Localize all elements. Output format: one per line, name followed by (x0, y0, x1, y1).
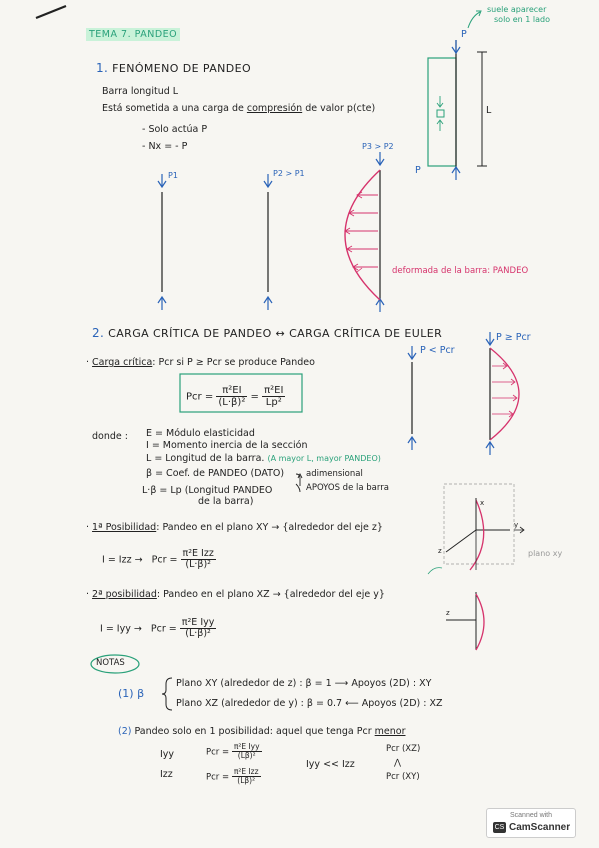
arrow-up-icon (376, 299, 384, 312)
label-length: L (486, 105, 492, 116)
def-i: I = Momento inercia de la sección (146, 440, 308, 451)
arrow-up-icon (452, 167, 460, 180)
buckled-shape (476, 594, 484, 650)
nota2-izz: Izz (160, 769, 173, 780)
def-l: L = Longitud de la barra. (A mayor L, mayor PANDEO) (146, 453, 381, 464)
arrow-down-icon (486, 332, 494, 345)
arrow-up-icon (486, 442, 494, 455)
pos2-line: · 2ª posibilidad: Pandeo en el plano XZ → {alrededor del eje y} (86, 589, 385, 600)
beta-note1: adimensional (306, 469, 363, 479)
section1-line2: Está sometida a una carga de compresión de valor p(cte) (102, 103, 376, 114)
plane-xy (444, 484, 514, 564)
arrow-down-icon (376, 152, 384, 165)
axis-x-label: x (480, 499, 485, 507)
label-p-geq: P ≥ Pcr (496, 332, 531, 343)
arrow-down-icon (452, 40, 460, 53)
label-p-bottom: P (415, 165, 421, 176)
def-e: E = Módulo elasticidad (146, 428, 255, 439)
nota2-pcr2: Pcr = $\frac{\text{π²E Izz}}{\text{(Lβ)²}}$ (206, 767, 259, 786)
axis-y-label: y (514, 521, 519, 529)
axis-z-label-small: z (446, 609, 450, 617)
nota2-result1: Pcr (XZ) (386, 744, 421, 754)
nota1-num: (1) β (118, 687, 145, 700)
section2-heading: 2. CARGA CRÍTICA DE PANDEO ↔ CARGA CRÍTICA DE EULER (92, 326, 443, 340)
side-note-line1: suele aparecer (487, 5, 547, 14)
label-p-top: P (461, 29, 467, 40)
arrow-down-icon (264, 174, 272, 187)
label-p1: P1 (168, 171, 178, 180)
nota2-line: (2) Pandeo solo en 1 posibilidad: aquel que tenga Pcr menor (118, 726, 406, 737)
section1-heading: 1. FENÓMENO DE PANDEO (96, 61, 252, 75)
section1-bullet2: - Nx = - P (142, 141, 188, 152)
def-beta: β = Coef. de PANDEO (DATO) (146, 468, 285, 479)
pos1-formula: I = Izz → Pcr = $\frac{\text{π²E Izz}}{\text{(L·β)²}}$ (102, 548, 214, 571)
euler-formula: Pcr = $\frac{\text{π²EI}}{\text{(L·β)²}}$ = $\frac{\text{π²EI}}{\text{Lp²}}$ (186, 385, 284, 408)
nota2-pcr1: Pcr = $\frac{\text{π²E Iyy}}{\text{(Lβ)²}}$ (206, 742, 260, 761)
camscanner-badge: Scanned with CS CamScanner (486, 808, 576, 838)
label-p-less: P < Pcr (420, 345, 455, 356)
label-p2: P2 > P1 (273, 169, 305, 178)
arrow-up-icon (158, 297, 166, 310)
nota2-result2: Pcr (XY) (386, 772, 420, 782)
note-arrow (468, 12, 480, 28)
section1-line1: Barra longitud L (102, 86, 179, 97)
carga-critica-line: · Carga crítica: Pcr si P ≥ Pcr se produce Pandeo (86, 357, 315, 368)
nota1-line1: Plano XY (alrededor de z) : β = 1 ⟶ Apoyos (2D) : XY (176, 678, 432, 689)
side-note-line2: solo en 1 lado (494, 15, 550, 24)
notas-label: NOTAS (96, 658, 125, 668)
page-title: TEMA 7. PANDEO (86, 28, 180, 41)
donde-label: donde : (92, 431, 128, 442)
buckled-shape (490, 348, 519, 440)
nota2-iyy: Iyy (160, 749, 175, 760)
axis-z (446, 530, 476, 552)
axis-z-label: z (438, 547, 442, 555)
arrow-up-icon (408, 437, 416, 450)
camscanner-logo-icon: CS (494, 824, 505, 831)
brace (162, 678, 172, 710)
buckled-shape (470, 500, 484, 570)
pos2-formula: I = Iyy → Pcr = $\frac{\text{π²E Iyy}}{\text{(L·β)²}}$ (100, 617, 215, 640)
def-lp2: de la barra) (198, 496, 254, 507)
label-p3: P3 > P2 (362, 142, 394, 151)
pen-stroke (36, 6, 66, 18)
pos1-line: · 1ª Posibilidad: Pandeo en el plano XY → {alrededor del eje z} (86, 522, 383, 533)
def-lp: L·β = Lp (Longitud PANDEO (142, 485, 273, 496)
label-deformada: deformada de la barra: PANDEO (392, 266, 529, 276)
beta-note2: APOYOS de la barra (306, 483, 389, 493)
nota1-line2: Plano XZ (alrededor de y) : β = 0.7 ⟵ Apoyos (2D) : XZ (176, 698, 443, 709)
arrow-down-icon (408, 346, 416, 359)
element-square (437, 110, 444, 117)
bar-box (428, 58, 456, 166)
section1-bullet1: - Solo actúa P (142, 124, 208, 135)
arrow-up-icon (264, 297, 272, 310)
nota2-result-symbol: ⋀ (394, 758, 401, 768)
buckled-shape (345, 170, 380, 300)
arrow-down-icon (158, 174, 166, 187)
plano-xy-label: plano xy (528, 549, 563, 558)
nota2-compare: Iyy << Izz (306, 759, 355, 770)
